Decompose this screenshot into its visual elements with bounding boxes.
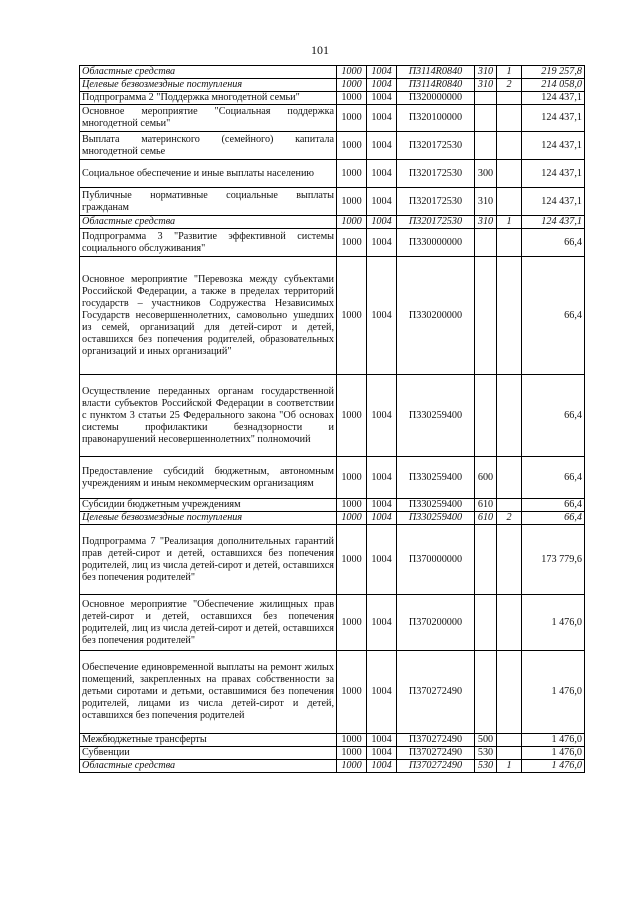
target-article-code: П330259400	[397, 499, 475, 512]
amount: 66,4	[522, 229, 585, 257]
funding-source-code	[497, 132, 522, 160]
section-code: 1000	[337, 257, 367, 375]
section-code: 1000	[337, 760, 367, 773]
expense-type-code: 600	[475, 457, 497, 499]
section-code: 1000	[337, 375, 367, 457]
funding-source-code	[497, 375, 522, 457]
amount: 66,4	[522, 375, 585, 457]
subsection-code: 1004	[367, 747, 397, 760]
expense-type-code: 530	[475, 747, 497, 760]
section-code: 1000	[337, 499, 367, 512]
row-name: Выплата материнского (семейного) капитала многодетной семье	[80, 132, 337, 160]
amount: 66,4	[522, 499, 585, 512]
expense-type-code: 610	[475, 499, 497, 512]
row-name: Межбюджетные трансферты	[80, 734, 337, 747]
table-row	[80, 92, 585, 105]
amount: 1 476,0	[522, 595, 585, 651]
expense-type-code	[475, 105, 497, 132]
target-article-code: П370272490	[397, 760, 475, 773]
subsection-code: 1004	[367, 525, 397, 595]
target-article-code: П370200000	[397, 595, 475, 651]
section-code: 1000	[337, 457, 367, 499]
amount: 1 476,0	[522, 760, 585, 773]
target-article-code: П320172530	[397, 132, 475, 160]
funding-source-code	[497, 188, 522, 216]
target-article-code: П320172530	[397, 216, 475, 229]
expense-type-code: 310	[475, 216, 497, 229]
table-row	[80, 499, 585, 512]
subsection-code: 1004	[367, 651, 397, 734]
expense-type-code: 310	[475, 79, 497, 92]
table-row	[80, 79, 585, 92]
subsection-code: 1004	[367, 499, 397, 512]
page-number: 101	[311, 43, 329, 57]
expense-type-code: 300	[475, 160, 497, 188]
target-article-code: П370000000	[397, 525, 475, 595]
expense-type-code	[475, 651, 497, 734]
subsection-code: 1004	[367, 105, 397, 132]
expense-type-code	[475, 525, 497, 595]
funding-source-code	[497, 734, 522, 747]
table-row	[80, 747, 585, 760]
section-code: 1000	[337, 525, 367, 595]
table-row	[80, 457, 585, 499]
row-name: Областные средства	[80, 760, 337, 773]
row-name: Субвенции	[80, 747, 337, 760]
amount: 124 437,1	[522, 132, 585, 160]
amount: 1 476,0	[522, 651, 585, 734]
funding-source-code	[497, 160, 522, 188]
amount: 1 476,0	[522, 734, 585, 747]
row-name: Подпрограмма 7 "Реализация дополнительных гарантий прав детей-сирот и детей, оставшихся без попечения родителей, лиц из числа детей-сирот и детей, оставшихся без попечения родителей"	[80, 525, 337, 595]
row-name: Субсидии бюджетным учреждениям	[80, 499, 337, 512]
target-article-code: П320100000	[397, 105, 475, 132]
table-row	[80, 160, 585, 188]
subsection-code: 1004	[367, 257, 397, 375]
subsection-code: 1004	[367, 216, 397, 229]
budget-table	[79, 65, 585, 773]
funding-source-code: 2	[497, 79, 522, 92]
section-code: 1000	[337, 216, 367, 229]
table-row	[80, 760, 585, 773]
section-code: 1000	[337, 512, 367, 525]
target-article-code: П330259400	[397, 375, 475, 457]
amount: 173 779,6	[522, 525, 585, 595]
subsection-code: 1004	[367, 734, 397, 747]
target-article-code: П330259400	[397, 512, 475, 525]
amount: 124 437,1	[522, 92, 585, 105]
row-name: Основное мероприятие "Обеспечение жилищных прав детей-сирот и детей, оставшихся без попечения родителей, лиц из числа детей-сирот и детей, оставшихся без попечения родителей"	[80, 595, 337, 651]
row-name: Целевые безвозмездные поступления	[80, 79, 337, 92]
table-row	[80, 188, 585, 216]
funding-source-code	[497, 92, 522, 105]
section-code: 1000	[337, 160, 367, 188]
subsection-code: 1004	[367, 457, 397, 499]
target-article-code: П320172530	[397, 160, 475, 188]
amount: 214 058,0	[522, 79, 585, 92]
expense-type-code	[475, 132, 497, 160]
row-name: Подпрограмма 3 "Развитие эффективной системы социального обслуживания"	[80, 229, 337, 257]
amount: 1 476,0	[522, 747, 585, 760]
row-name: Обеспечение единовременной выплаты на ремонт жилых помещений, закрепленных на правах собственности за детьми сиротами и детьми, оставшимися без попечения родителей, лицами из числа детей-сирот и детей, оставшихся без попечения родителей	[80, 651, 337, 734]
amount: 124 437,1	[522, 188, 585, 216]
subsection-code: 1004	[367, 760, 397, 773]
subsection-code: 1004	[367, 132, 397, 160]
table-row	[80, 512, 585, 525]
table-row	[80, 229, 585, 257]
table-row	[80, 216, 585, 229]
funding-source-code: 2	[497, 512, 522, 525]
section-code: 1000	[337, 79, 367, 92]
funding-source-code	[497, 105, 522, 132]
subsection-code: 1004	[367, 92, 397, 105]
section-code: 1000	[337, 105, 367, 132]
amount: 124 437,1	[522, 105, 585, 132]
table-row	[80, 105, 585, 132]
row-name: Осуществление переданных органам государственной власти субъектов Российской Федерации в соответствии с пунктом 3 статьи 25 Федерального закона "Об основах системы профилактики безнадзорности и правонарушений несовершеннолетних" полномочий	[80, 375, 337, 457]
funding-source-code: 1	[497, 66, 522, 79]
funding-source-code: 1	[497, 216, 522, 229]
section-code: 1000	[337, 132, 367, 160]
table-row	[80, 595, 585, 651]
target-article-code: П370272490	[397, 734, 475, 747]
row-name: Публичные нормативные социальные выплаты гражданам	[80, 188, 337, 216]
funding-source-code	[497, 257, 522, 375]
row-name: Областные средства	[80, 216, 337, 229]
subsection-code: 1004	[367, 79, 397, 92]
table-row	[80, 651, 585, 734]
section-code: 1000	[337, 188, 367, 216]
section-code: 1000	[337, 229, 367, 257]
target-article-code: П330259400	[397, 457, 475, 499]
table-row	[80, 132, 585, 160]
expense-type-code	[475, 229, 497, 257]
target-article-code: П3114R0840	[397, 79, 475, 92]
target-article-code: П330200000	[397, 257, 475, 375]
funding-source-code	[497, 525, 522, 595]
section-code: 1000	[337, 747, 367, 760]
funding-source-code: 1	[497, 760, 522, 773]
funding-source-code	[497, 499, 522, 512]
target-article-code: П330000000	[397, 229, 475, 257]
row-name: Предоставление субсидий бюджетным, автономным учреждениям и иным некоммерческим организациям	[80, 457, 337, 499]
subsection-code: 1004	[367, 160, 397, 188]
funding-source-code	[497, 457, 522, 499]
table-row	[80, 525, 585, 595]
row-name: Подпрограмма 2 "Поддержка многодетной семьи"	[80, 92, 337, 105]
amount: 124 437,1	[522, 216, 585, 229]
expense-type-code: 310	[475, 188, 497, 216]
target-article-code: П3114R0840	[397, 66, 475, 79]
amount: 124 437,1	[522, 160, 585, 188]
funding-source-code	[497, 747, 522, 760]
expense-type-code	[475, 92, 497, 105]
amount: 66,4	[522, 512, 585, 525]
section-code: 1000	[337, 651, 367, 734]
subsection-code: 1004	[367, 512, 397, 525]
expense-type-code	[475, 595, 497, 651]
expense-type-code: 610	[475, 512, 497, 525]
table-row	[80, 66, 585, 79]
amount: 66,4	[522, 457, 585, 499]
section-code: 1000	[337, 92, 367, 105]
subsection-code: 1004	[367, 229, 397, 257]
expense-type-code	[475, 375, 497, 457]
amount: 219 257,8	[522, 66, 585, 79]
table-row	[80, 257, 585, 375]
target-article-code: П370272490	[397, 651, 475, 734]
row-name: Основное мероприятие "Социальная поддержка многодетной семьи"	[80, 105, 337, 132]
row-name: Областные средства	[80, 66, 337, 79]
target-article-code: П320172530	[397, 188, 475, 216]
target-article-code: П370272490	[397, 747, 475, 760]
row-name: Основное мероприятие "Перевозка между субъектами Российской Федерации, а также в пределах территорий государств – участников Содружества Независимых Государств несовершеннолетних, самовольно ушедших из семей, организаций для детей-сирот и детей, оставшихся без попечения родителей, образовательных организаций и иных организаций"	[80, 257, 337, 375]
table-row	[80, 375, 585, 457]
table-row	[80, 734, 585, 747]
section-code: 1000	[337, 66, 367, 79]
funding-source-code	[497, 229, 522, 257]
target-article-code: П320000000	[397, 92, 475, 105]
expense-type-code: 310	[475, 66, 497, 79]
expense-type-code	[475, 257, 497, 375]
amount: 66,4	[522, 257, 585, 375]
subsection-code: 1004	[367, 66, 397, 79]
subsection-code: 1004	[367, 595, 397, 651]
section-code: 1000	[337, 595, 367, 651]
expense-type-code: 500	[475, 734, 497, 747]
funding-source-code	[497, 651, 522, 734]
funding-source-code	[497, 595, 522, 651]
subsection-code: 1004	[367, 188, 397, 216]
expense-type-code: 530	[475, 760, 497, 773]
subsection-code: 1004	[367, 375, 397, 457]
section-code: 1000	[337, 734, 367, 747]
row-name: Целевые безвозмездные поступления	[80, 512, 337, 525]
row-name: Социальное обеспечение и иные выплаты населению	[80, 160, 337, 188]
